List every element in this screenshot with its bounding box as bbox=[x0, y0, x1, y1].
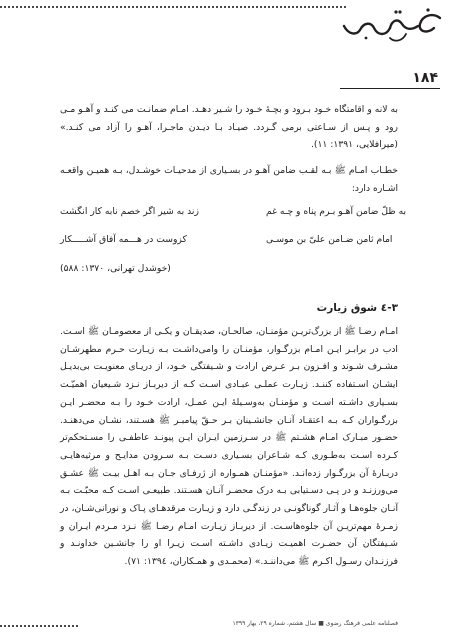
paragraph-1: به لانه و اقامتگاه خـود بـرود و بچـۀ خـود را شـیر دهـد. امـام ضمانـت می کنـد و آهـو مـی رود و پـس از سـاعتی برمی گـردد. صیـاد بـا دیـدن ماجـرا، آهـو را آزاد می کنـد.» (میرافلایی، ۱۳۹۱: ۱۱). bbox=[60, 104, 398, 151]
page-number: ۱۸۴ bbox=[412, 70, 438, 86]
paragraph-2: خطـاب امـام ﷺ بـه لقـب ضامن آهـو در بسـیاری از مدحیـات خوشـدل، بـه همیـن واقعـه اشـاره دارد: bbox=[60, 165, 398, 194]
bottom-dotted-rule bbox=[0, 625, 78, 627]
header-rule bbox=[340, 88, 440, 89]
top-dotted-rule bbox=[0, 6, 346, 8]
journal-logo bbox=[336, 4, 450, 54]
section-heading: ۳-٤ شوق زیارت bbox=[316, 302, 398, 314]
verse-citation: (خوشدل تهرانی، ۱۳۷۰: ۵۸۸) bbox=[60, 263, 171, 274]
verse-2-hemistich-2: کزوست در هـــمه آفاق آشـــــکار bbox=[60, 234, 187, 245]
paragraph-3: امـام رضـا ﷺ از بزرگ‌تریـن مؤمنـان، صالحـان، صدیقـان و یکـی از معصومـان ﷺ اسـت. ادب در برابـر ایـن امـام بزرگـوار، مؤمنـان را وامی‌داشـت بـه زیـارت حـرم مطهرشـان مشـرف شـوند و افـزون بـر عـرض ارادت و شـیفتگی خـود، از دریـای معنویـت بی‌بدیـل ایشـان اسـتفاده کننـد. زیـارت عملـی عبـادی اسـت کـه از دیربـاز نـزد شـیعیان اهمیّـت بسـیاری داشـته اسـت و مؤمنـان به‌وسـیلۀ ایـن عمـل، ارادت خـود را بـه محضـر ایـن بزرگـواران کـه بـه اعتقـاد آنـان جانشـینان بـر حـقّ پیامبـر ﷺ هسـتند، نشـان می‌دهنـد. حضـور مبـارک امـام هشـتم ﷺ در سـرزمین ایـران ایـن پیونـد عاطفـی را مسـتحکم‌تر کـرده اسـت به‌طـوری کـه شـاعران بسـیاری دسـت بـه سـرودن مدایـح و مرثیه‌هایـی دربـارۀ آن بزرگـوار زده‌انـد. «مؤمنـان همـواره از ژرفـای جـان بـه اهـل بیـت ﷺ عشـق می‌ورزنـد و در پـی دسـتیابی بـه درک محضـر آنـان هسـتند. طبیعـی اسـت کـه محبّـت بـه آنـان جلوه‌هـا و آثـار گوناگونـی در زندگـی دارد و زیـارت مرقدهـای پـاک و نورانی‌شـان، در زمـرۀ مهم‌تریـن آن جلوه‌هاسـت. از دیربـاز زیـارت امـام رضـا ﷺ نـزد مـردم ایـران و شـیفتگان آن حضـرت اهمیـت زیـادی داشـته اسـت زیـرا او را جانشـین خداونـد و فرزنـدان رسـول اکـرم ﷺ می‌داننـد.» (محمـدی و همـکاران، ۱۳۹٤: ۷۱). bbox=[60, 326, 398, 568]
verse-2-hemistich-1: امام ثامن ضـامن علیّ بن موسـی bbox=[266, 234, 393, 245]
verse-1-hemistich-2: زند به شیر اگر خصم نابه کار انگشت bbox=[60, 206, 199, 217]
verse-1-hemistich-1: به ظلّ ضامن آهـو بـرم پناه و چـه غم bbox=[266, 206, 407, 217]
footer-journal-info: فصلنامه علمی فرهنگ رضوی ■ سال هشتم، شماره ۲۹، بهار ۱۳۹۹ bbox=[232, 620, 398, 627]
